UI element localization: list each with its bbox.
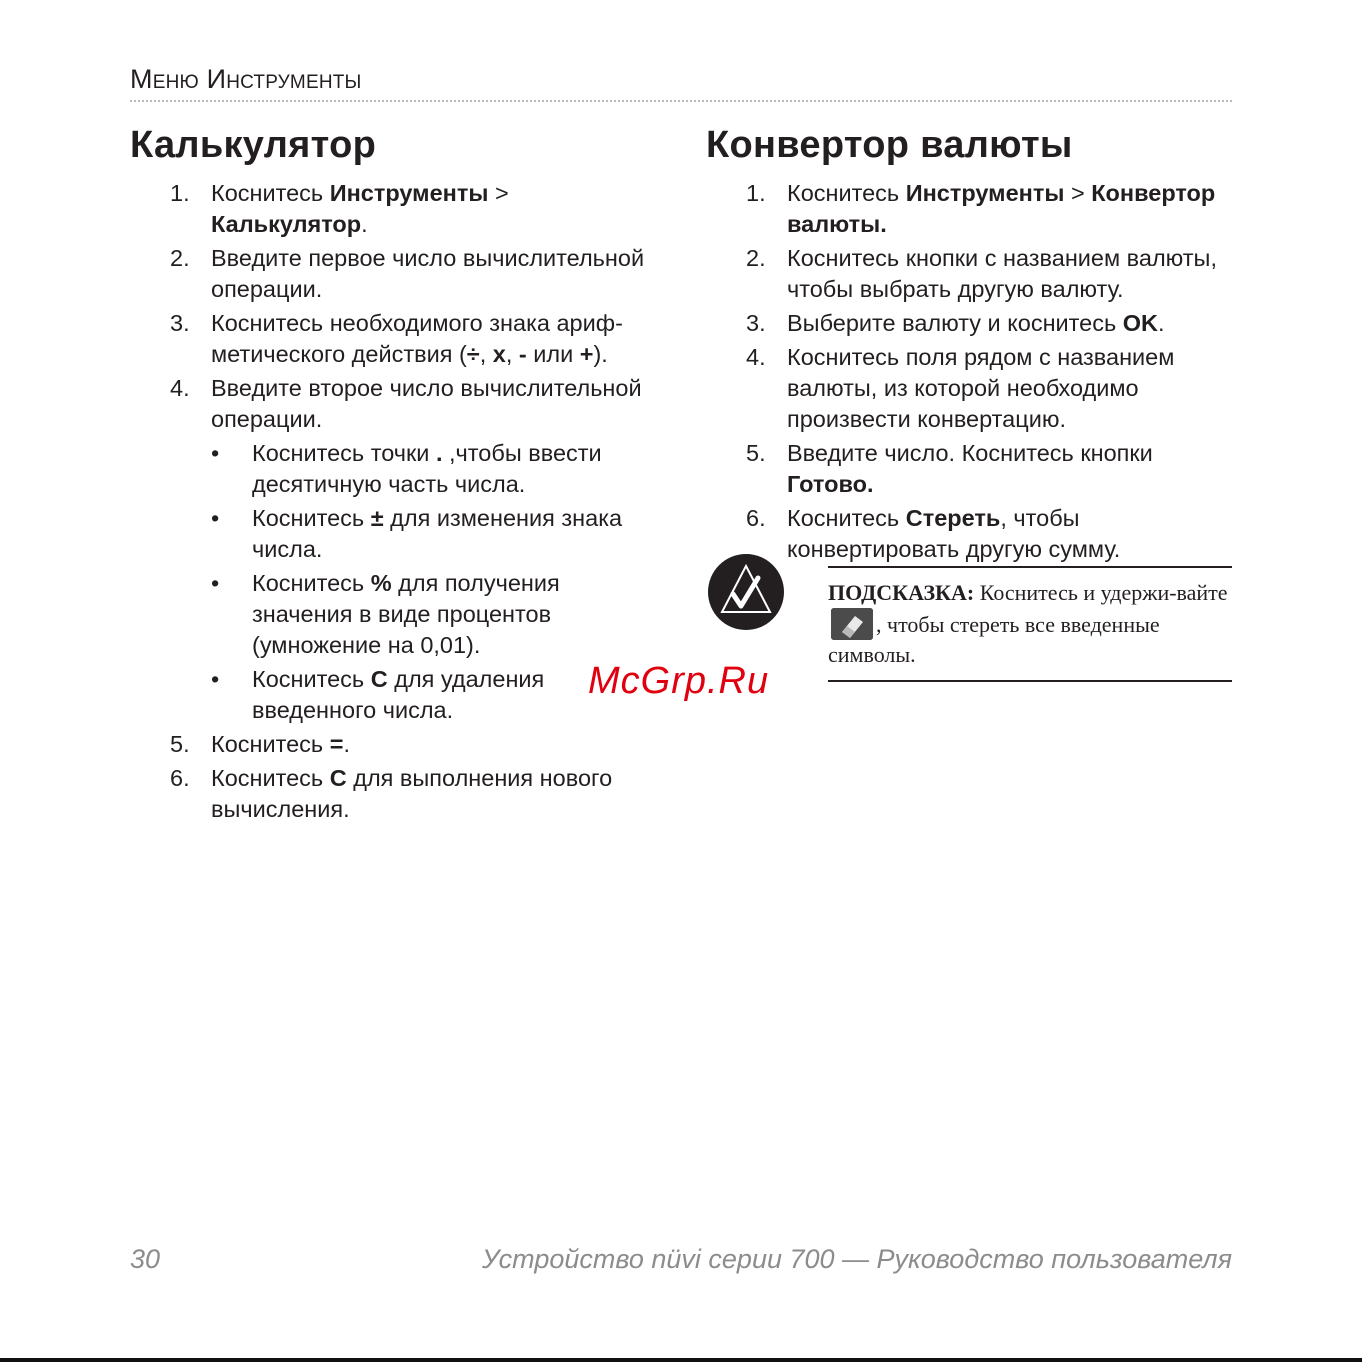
step-number: 6. bbox=[746, 505, 766, 531]
eraser-icon bbox=[831, 608, 873, 640]
tip-label: ПОДСКАЗКА: bbox=[828, 580, 975, 605]
tip-text: ПОДСКАЗКА: Коснитесь и удержи-вайте , чтобы стереть все введенные символы. bbox=[828, 566, 1232, 682]
step-number: 4. bbox=[170, 375, 190, 401]
step-number: 5. bbox=[170, 731, 190, 757]
converter-steps bbox=[706, 178, 1236, 565]
calculator-section bbox=[130, 122, 650, 828]
list-item: 4. Введите второе число вычислительной операции. • Коснитесь точки . ,чтобы ввести десятичную часть числа. • Коснитесь ± для изменения знака числа. • Коснитесь % для получения значения в виде процентов (умножение на 0,01). • Коснитесь C для удаления введенного числа. bbox=[130, 373, 650, 726]
tip-checkmark-icon bbox=[706, 552, 786, 632]
list-item: 3. Коснитесь необходимого знака ариф-метического действия (÷, x, - или +). bbox=[170, 310, 623, 367]
section-title: Меню Инструменты bbox=[130, 64, 362, 94]
list-item: 5. Введите число. Коснитесь кнопки Готово. bbox=[746, 440, 1153, 497]
calculator-steps bbox=[130, 178, 650, 825]
bullet-item: • Коснитесь % для получения значения в виде процентов (умножение на 0,01). bbox=[211, 570, 560, 658]
page-number: 30 bbox=[130, 1244, 161, 1274]
page-header bbox=[130, 64, 1232, 102]
bullet-glyph: • bbox=[211, 440, 220, 466]
list-item: 6. Коснитесь C для выполнения нового вычисления. bbox=[170, 765, 613, 822]
step-number: 6. bbox=[170, 765, 190, 791]
bottom-border bbox=[0, 1358, 1362, 1362]
tip-block bbox=[706, 552, 1232, 682]
calculator-bullets bbox=[211, 438, 650, 726]
list-item: 2. Введите первое число вычислительной операции. bbox=[170, 245, 645, 302]
list-item: 1. Коснитесь Инструменты > Конвертор валюты. bbox=[746, 180, 1216, 237]
step-number: 5. bbox=[746, 440, 766, 466]
step-number: 2. bbox=[746, 245, 766, 271]
converter-section bbox=[706, 122, 1236, 568]
list-item: 2. Коснитесь кнопки с названием валюты, чтобы выбрать другую валюту. bbox=[746, 245, 1217, 302]
bullet-item: • Коснитесь C для удаления введенного числа. bbox=[211, 666, 545, 723]
calculator-heading: Калькулятор bbox=[130, 124, 377, 166]
step-number: 2. bbox=[170, 245, 190, 271]
bullet-item: • Коснитесь ± для изменения знака числа. bbox=[211, 505, 623, 562]
step-number: 1. bbox=[170, 180, 190, 206]
list-item: 6. Коснитесь Стереть, чтобы конвертировать другую сумму. bbox=[746, 505, 1121, 562]
bullet-glyph: • bbox=[211, 505, 220, 531]
bullet-glyph: • bbox=[211, 570, 220, 596]
bullet-item: • Коснитесь точки . ,чтобы ввести десятичную часть числа. bbox=[211, 440, 602, 497]
converter-heading: Конвертор валюты bbox=[706, 124, 1073, 166]
list-item: 1. Коснитесь Инструменты > Калькулятор. bbox=[170, 180, 509, 237]
footer-title: Устройство nüvi серии 700 — Руководство пользователя bbox=[481, 1244, 1232, 1274]
step-number: 4. bbox=[746, 344, 766, 370]
list-item: 3. Выберите валюту и коснитесь OK. bbox=[706, 308, 1236, 339]
step-number: 1. bbox=[746, 180, 766, 206]
step-number: 3. bbox=[170, 310, 190, 336]
list-item: 5. Коснитесь =. bbox=[130, 729, 650, 760]
step-number: 3. bbox=[746, 310, 766, 336]
watermark-logo: McGrp.Ru bbox=[588, 660, 770, 702]
bullet-glyph: • bbox=[211, 666, 220, 692]
list-item: 4. Коснитесь поля рядом с названием валюты, из которой необходимо произвести конвертацию. bbox=[746, 344, 1175, 432]
